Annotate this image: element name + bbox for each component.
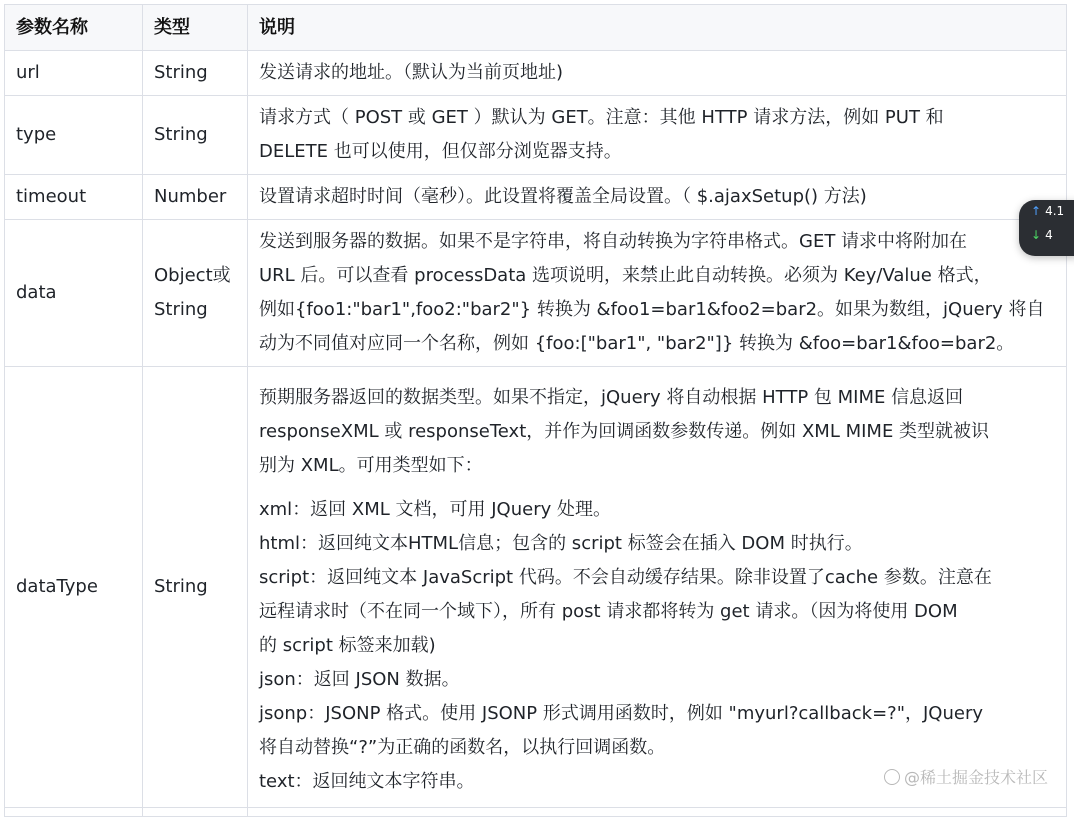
param-name: type — [5, 96, 143, 175]
header-description: 说明 — [248, 5, 1067, 51]
param-name: data — [5, 220, 143, 367]
datatype-option-line: json：返回 JSON 数据。 — [259, 669, 460, 690]
type-line: Object或 — [154, 265, 231, 286]
watermark-text: @稀土掘金技术社区 — [904, 768, 1049, 787]
table-row — [5, 220, 1067, 367]
param-type: Number — [143, 175, 248, 220]
description-intro — [259, 381, 1055, 483]
param-description — [248, 96, 1067, 175]
datatype-option-line: 将自动替换“?”为正确的函数名，以执行回调函数。 — [259, 737, 666, 758]
description-line: 请求方式（ POST 或 GET ）默认为 GET。注意：其他 HTTP 请求方法，例如 PUT 和 — [259, 107, 944, 128]
datatype-option-line: script：返回纯文本 JavaScript 代码。不会自动缓存结果。除非设置了cache 参数。注意在 — [259, 567, 992, 588]
header-param-name: 参数名称 — [5, 5, 143, 51]
stat-upload-value: 4.1 — [1045, 204, 1065, 218]
description-line: DELETE 也可以使用，但仅部分浏览器支持。 — [259, 141, 622, 162]
param-name: url — [5, 51, 143, 96]
datatype-option-line: 远程请求时（不在同一个域下），所有 post 请求都将转为 get 请求。（因为将使用 DOM — [259, 601, 958, 622]
param-type: String — [143, 51, 248, 96]
table-row — [5, 96, 1067, 175]
arrow-down-icon: ↓ — [1031, 228, 1042, 242]
description-line: 预期服务器返回的数据类型。如果不指定，jQuery 将自动根据 HTTP 包 MIME 信息返回 — [259, 387, 964, 408]
param-description — [248, 220, 1067, 367]
datatype-option-line: 的 script 标签来加载) — [259, 635, 436, 656]
param-name: dataType — [5, 367, 143, 808]
table-row — [5, 175, 1067, 220]
description-line: URL 后。可以查看 processData 选项说明，来禁止此自动转换。必须为 Key/Value 格式， — [259, 265, 992, 286]
datatype-option-line: text：返回纯文本字符串。 — [259, 771, 475, 792]
param-type: String — [143, 96, 248, 175]
param-type — [143, 220, 248, 367]
parameters-table — [4, 4, 1067, 817]
description-line: 例如{foo1:"bar1",foo2:"bar2"} 转换为 &foo1=bar1&foo2=bar2。如果为数组，jQuery 将自 — [259, 299, 1045, 320]
header-type: 类型 — [143, 5, 248, 51]
description-line: responseXML 或 responseText，并作为回调函数参数传递。例如 XML MIME 类型就被识 — [259, 421, 990, 442]
type-line: String — [154, 299, 208, 320]
description-line: 动为不同值对应同一个名称，例如 {foo:["bar1", "bar2"]} 转换为 &foo=bar1&foo=bar2。 — [259, 333, 1015, 354]
floating-stats-widget[interactable] — [1019, 200, 1074, 256]
param-description: 发送请求的地址。（默认为当前页地址) — [248, 51, 1067, 96]
datatype-option-line: html：返回纯文本HTML信息；包含的 script 标签会在插入 DOM 时执行。 — [259, 533, 863, 554]
datatype-option-line: jsonp：JSONP 格式。使用 JSONP 形式调用函数时，例如 "myurl?callback=?"，JQuery — [259, 703, 984, 724]
description-line: 别为 XML。可用类型如下： — [259, 455, 483, 476]
juejin-logo-icon — [884, 769, 900, 785]
description-line: 发送到服务器的数据。如果不是字符串，将自动转换为字符串格式。GET 请求中将附加在 — [259, 231, 968, 252]
param-description: 设置请求超时时间（毫秒）。此设置将覆盖全局设置。（ $.ajaxSetup() 方法) — [248, 175, 1067, 220]
table-row — [5, 51, 1067, 96]
watermark — [884, 766, 1048, 790]
param-type: String — [143, 367, 248, 808]
param-name: timeout — [5, 175, 143, 220]
datatype-options — [259, 493, 1055, 799]
table-header-row — [5, 5, 1067, 51]
datatype-option-line: xml：返回 XML 文档，可用 JQuery 处理。 — [259, 499, 611, 520]
arrow-up-icon: ↑ — [1031, 204, 1042, 218]
table-row — [5, 367, 1067, 808]
stat-download — [1031, 228, 1053, 242]
param-description — [248, 367, 1067, 808]
table-row-partial — [5, 808, 1067, 817]
stat-download-value: 4 — [1045, 228, 1053, 242]
stat-upload — [1031, 204, 1064, 218]
